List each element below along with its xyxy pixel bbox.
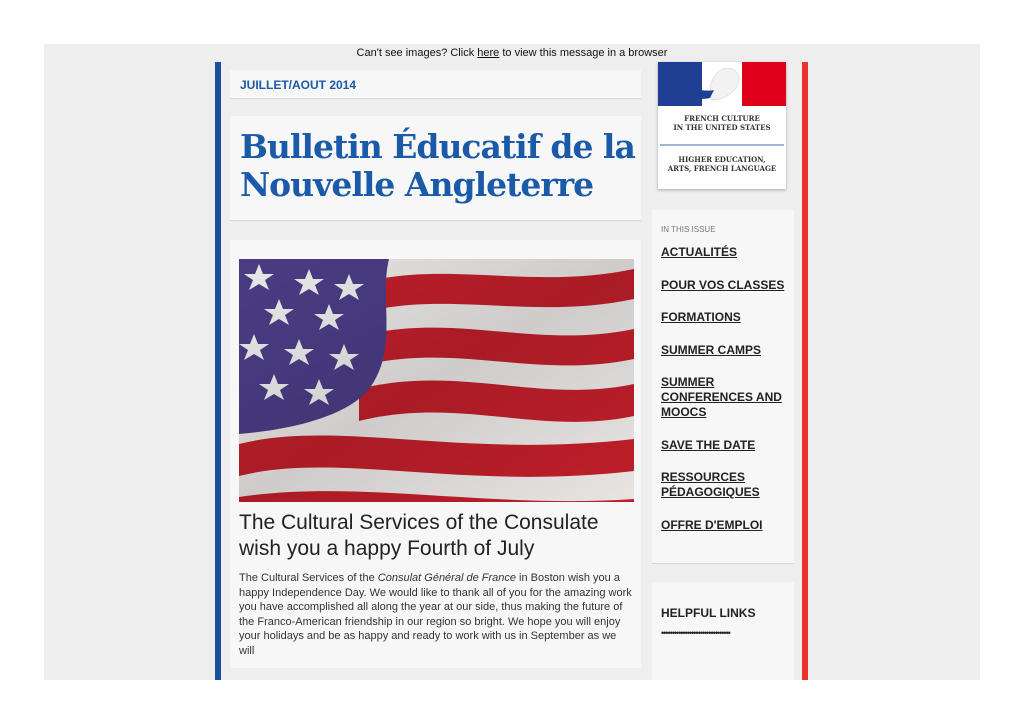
french-culture-logo — [658, 62, 786, 189]
article-body-italic: Consulat Général de France — [377, 572, 516, 584]
article-body-text-1: The Cultural Services of the — [239, 572, 378, 584]
toc-item — [661, 438, 789, 453]
toc-item — [661, 518, 789, 533]
logo-line-2a: HIGHER EDUCATION, — [678, 155, 766, 164]
table-of-contents — [652, 210, 794, 564]
toc-link-save-the-date[interactable]: SAVE THE DATE — [661, 437, 756, 452]
view-in-browser-link[interactable]: here — [477, 47, 500, 59]
featured-article — [230, 240, 641, 668]
helpful-links-heading: HELPFUL LINKS — [661, 606, 756, 620]
right-red-border — [802, 62, 808, 680]
toc-list — [661, 245, 789, 550]
helpful-links-box — [652, 582, 794, 680]
logo-divider — [660, 144, 784, 146]
issue-date-box — [230, 70, 641, 99]
preheader — [44, 47, 980, 59]
toc-link-actualites[interactable]: ACTUALITÉS — [661, 245, 737, 259]
logo-line-1 — [658, 114, 786, 132]
toc-link-formations[interactable]: FORMATIONS — [661, 310, 741, 324]
newsletter-body — [221, 62, 802, 680]
helpful-links-dots: •••••••••••••••••••••••••••••••• — [661, 628, 730, 638]
toc-item — [661, 470, 789, 500]
american-flag-image — [239, 259, 634, 502]
toc-item — [661, 375, 789, 420]
marianne-flag-icon — [658, 62, 786, 106]
bulletin-title-box — [230, 116, 641, 221]
preheader-text-before: Can't see images? Click — [356, 47, 478, 59]
email-page — [44, 44, 980, 680]
toc-label: IN THIS ISSUE — [661, 225, 716, 234]
article-headline: The Cultural Services of the Consulate wish you a happy Fourth of July — [239, 511, 599, 560]
logo-line-2b: ARTS, FRENCH LANGUAGE — [667, 164, 777, 173]
toc-item — [661, 278, 789, 293]
issue-date: JUILLET/AOUT 2014 — [240, 78, 357, 92]
toc-link-pour-vos-classes[interactable]: POUR VOS CLASSES — [661, 277, 785, 292]
article-body — [239, 571, 634, 658]
bulletin-title: Bulletin Éducatif de la Nouvelle Angleterre — [240, 127, 635, 204]
preheader-text-after: to view this message in a browser — [499, 47, 668, 59]
toc-link-summer-camps[interactable]: SUMMER CAMPS — [661, 342, 762, 357]
article-body-text-2: in Boston wish you a happy Independence Day. We would like to thank all of you for the amazing work you have accomplished all along the year at our side, thus making the future of the Franco-American friendship in our region so bright. We hope you will enjoy your holidays and be as happy and ready to work with us in September as we will — [239, 572, 632, 657]
toc-item — [661, 310, 789, 325]
logo-line-2 — [658, 155, 786, 173]
toc-item — [661, 245, 789, 260]
logo-line-1a: FRENCH CULTURE — [684, 114, 760, 123]
logo-line-1b: IN THE UNITED STATES — [673, 123, 771, 132]
toc-item — [661, 343, 789, 358]
toc-link-summer-conferences[interactable]: SUMMER CONFERENCES AND MOOCS — [661, 375, 782, 419]
toc-link-offre-emploi[interactable]: OFFRE D'EMPLOI — [661, 517, 763, 532]
toc-link-ressources[interactable]: RESSOURCES PÉDAGOGIQUES — [661, 470, 760, 499]
